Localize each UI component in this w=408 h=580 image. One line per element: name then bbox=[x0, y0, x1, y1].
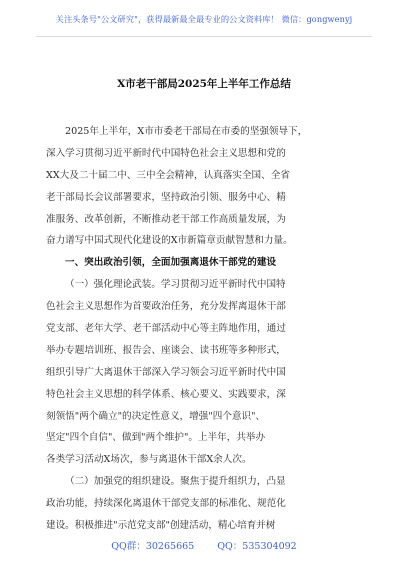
footer-qq-group: QQ群：30265665 bbox=[111, 541, 195, 552]
body-line: 色社会主义思想作为首要政治任务，充分发挥离退休干部 bbox=[46, 301, 286, 313]
body-line: 深入学习贯彻习近平新时代中国特色社会主义思想和党的 bbox=[46, 147, 286, 159]
body-line: 老干部局长会议部署要求，坚持政治引领、服务中心、精 bbox=[46, 191, 286, 203]
body-line: 奋力谱写中国式现代化建设的X市新篇章贡献智慧和力量。 bbox=[46, 235, 293, 247]
body-line: 坚定"四个自信"、做到"两个维护"。上半年，共举办 bbox=[46, 432, 266, 444]
body-line: 组织引导广大离退休干部深入学习领会习近平新时代中国 bbox=[46, 366, 286, 378]
body-line: （二）加强党的组织建设。聚焦于提升组织力，凸显 bbox=[65, 476, 286, 488]
body-line: 各类学习活动X场次，参与离退休干部X余人次。 bbox=[46, 454, 252, 466]
document-body bbox=[46, 121, 362, 537]
document-title: X市老干部局2025年上半年工作总结 bbox=[117, 78, 291, 90]
body-line: 举办专题培训班、报告会、座谈会、读书班等多种形式， bbox=[46, 344, 286, 356]
body-line: XX大及二十届二中、三中全会精神，认真落实全国、全省 bbox=[46, 169, 290, 181]
section-heading-line: 一、突出政治引领，全面加强离退休干部党的建设 bbox=[65, 257, 277, 269]
body-line: 党支部、老年大学、老干部活动中心等主阵地作用，通过 bbox=[46, 323, 286, 335]
body-line: 准服务、改革创新，不断推动老干部工作高质量发展，为 bbox=[46, 213, 286, 225]
body-line: （一）强化理论武装。学习贯彻习近平新时代中国特 bbox=[65, 279, 286, 291]
body-line: 刻领悟"两个确立"的决定性意义，增强"四个意识"、 bbox=[46, 410, 266, 422]
body-line: 特色社会主义思想的科学体系、核心要义、实践要求，深 bbox=[46, 388, 286, 400]
body-line: 政治功能，持续深化离退休干部党支部的标准化、规范化 bbox=[46, 498, 286, 510]
body-line: 2025年上半年，X市市委老干部局在市委的坚强领导下， bbox=[65, 126, 308, 137]
header-divider bbox=[36, 36, 372, 37]
footer-qq: QQ：535304092 bbox=[217, 541, 297, 552]
footer-contact bbox=[0, 538, 408, 552]
body-line: 建设。积极推进"示范党支部"创建活动，精心培育并树 bbox=[46, 520, 276, 532]
header-promo-note: 关注头条号"公文研究"，获得最新最全最专业的公文资料库！ 微信：gongwenyj bbox=[55, 14, 353, 24]
